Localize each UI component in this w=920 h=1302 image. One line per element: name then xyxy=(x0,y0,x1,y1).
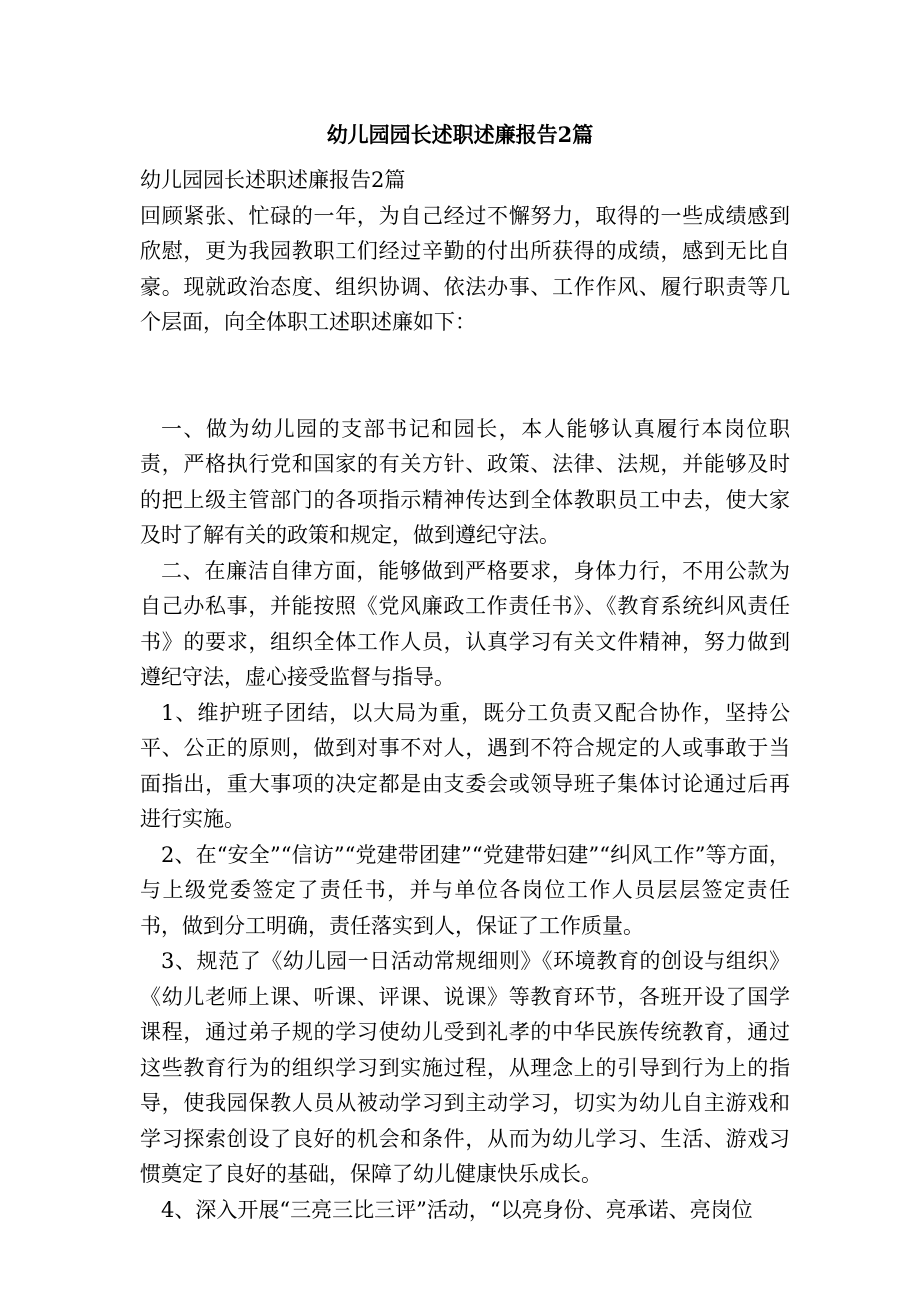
document-body xyxy=(140,163,790,1228)
document-subtitle: 幼儿园园长述职述廉报告2篇 xyxy=(140,168,406,192)
intro-paragraph: 回顾紧张、忙碌的一年，为自己经过不懈努力，取得的一些成绩感到欣慰，更为我园教职工们经过辛勤的付出所获得的成绩，感到无比自豪。现就政治态度、组织协调、依法办事、工作作风、履行职责等几个层面，向全体职工述职述廉如下： xyxy=(140,203,790,334)
blank-gap xyxy=(140,341,790,412)
paragraph-2: 二、在廉洁自律方面，能够做到严格要求，身体力行，不用公款为自己办私事，并能按照《党风廉政工作责任书》、《教育系统纠风责任书》的要求，组织全体工作人员，认真学习有关文件精神，努力做到遵纪守法，虚心接受监督与指导。 xyxy=(140,558,790,689)
paragraph-6: 4、深入开展“三亮三比三评”活动，“以亮身份、亮承诺、亮岗位 xyxy=(161,1197,753,1222)
paragraph-3: 1、维护班子团结，以大局为重，既分工负责又配合协作，坚持公平、公正的原则，做到对事不对人，遇到不符合规定的人或事敢于当面指出，重大事项的决定都是由支委会或领导班子集体讨论通过后再进行实施。 xyxy=(140,700,790,831)
paragraph-5: 3、规范了《幼儿园一日活动常规细则》《环境教育的创设与组织》《幼儿老师上课、听课、评课、说课》等教育环节，各班开设了国学课程，通过弟子规的学习使幼儿受到礼孝的中华民族传统教育，通过这些教育行为的组织学习到实施过程，从理念上的引导到行为上的指导，使我园保教人员从被动学习到主动学习，切实为幼儿自主游戏和学习探索创设了良好的机会和条件，从而为幼儿学习、生活、游戏习惯奠定了良好的基础，保障了幼儿健康快乐成长。 xyxy=(140,949,790,1186)
paragraph-4: 2、在“安全”“信访”“党建带团建”“党建带妇建”“纠风工作”等方面，与上级党委签定了责任书，并与单位各岗位工作人员层层签定责任书，做到分工明确，责任落实到人，保证了工作质量。 xyxy=(140,842,790,938)
paragraph-1: 一、做为幼儿园的支部书记和园长，本人能够认真履行本岗位职责，严格执行党和国家的有关方针、政策、法律、法规，并能够及时的把上级主管部门的各项指示精神传达到全体教职员工中去，使大家及时了解有关的政策和规定，做到遵纪守法。 xyxy=(140,416,790,547)
document-title: 幼儿园园长述职述廉报告2篇 xyxy=(326,122,594,147)
